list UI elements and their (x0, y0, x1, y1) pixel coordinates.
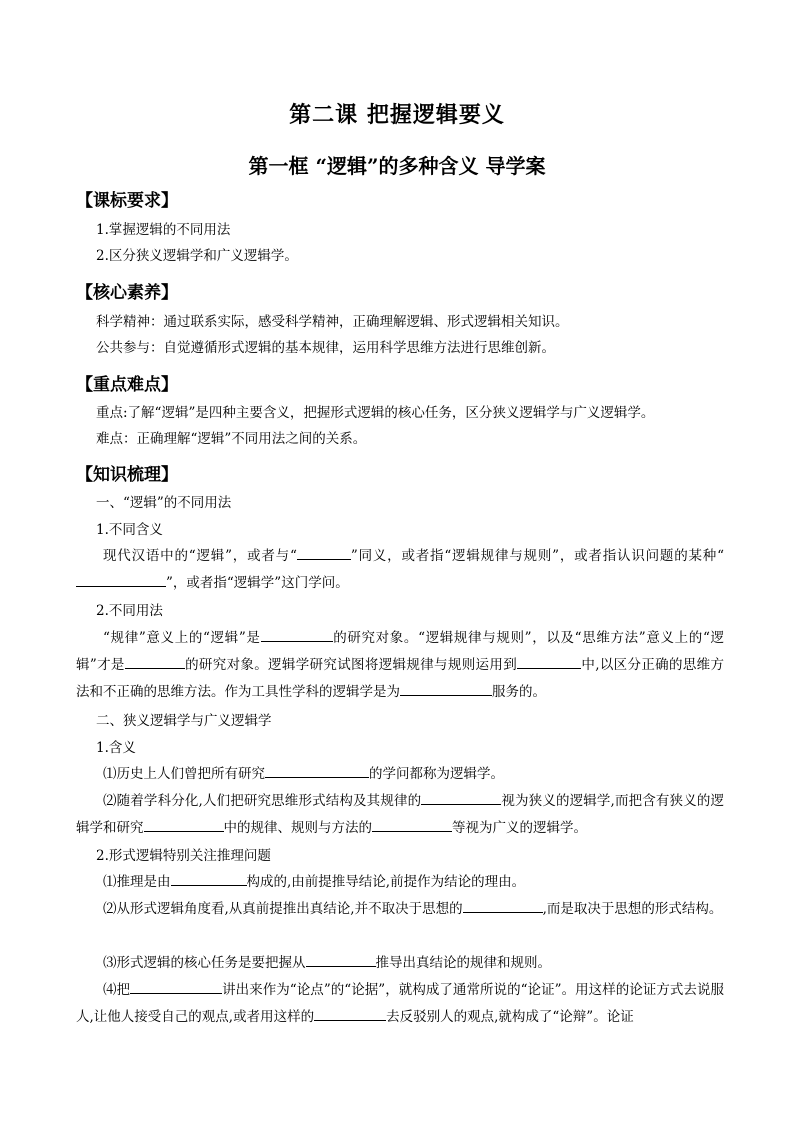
fill-blank[interactable] (265, 763, 369, 778)
part1-paragraph2 (76, 625, 724, 706)
text-segment: 的研究对象。逻辑学研究试图将逻辑规律与规则运用到 (184, 657, 518, 673)
text-segment: 讲出来作为“论点”的“论据”，就构成了通常所说的“论证”。用这样的论证方式去说服人,让他人接受自己的观点,或者用这样的 (76, 982, 724, 1025)
text-segment: ”，或者指“逻辑学”这门学问。 (166, 575, 349, 591)
part2-paragraph4 (76, 896, 724, 923)
text-segment: ”同义，或者指“逻辑规律与规则”，或者指认识问题的某种“ (350, 548, 724, 564)
key-point-item: 难点：正确理解“逻辑”不同用法之间的关系。 (96, 431, 367, 447)
fill-blank[interactable] (171, 871, 247, 886)
fill-blank[interactable] (261, 627, 333, 642)
fill-blank[interactable] (314, 1006, 386, 1021)
fill-blank[interactable] (306, 952, 376, 967)
part2-paragraph5 (76, 950, 724, 977)
text-segment: ,而是取决于思想的形式结构。 (542, 901, 723, 917)
part2-title: 二、狭义逻辑学与广义逻辑学 (96, 713, 272, 729)
text-segment: ⑴历史上人们曾把所有研究 (103, 766, 265, 782)
section-subtitle: 第一框 “逻辑”的多种含义 导学案 (248, 154, 546, 178)
text-segment: 中的规律、规则与方法的 (223, 820, 372, 836)
fill-blank[interactable] (517, 654, 581, 669)
part1-paragraph1 (76, 543, 724, 597)
text-segment: 去反驳别人的观点,就构成了“论辩”。论证 (386, 1009, 634, 1025)
part1-title: 一、“逻辑”的不同用法 (96, 495, 232, 511)
standards-item: 1.掌握逻辑的不同用法 (96, 222, 231, 238)
part1-sub2: 2.不同用法 (96, 603, 163, 619)
literacy-item: 科学精神：通过联系实际，感受科学精神，正确理解逻辑、形式逻辑相关知识。 (96, 314, 569, 330)
fill-blank[interactable] (144, 817, 224, 832)
fill-blank[interactable] (125, 654, 185, 669)
lesson-title: 第二课 把握逻辑要义 (289, 102, 505, 128)
fill-blank[interactable] (76, 572, 166, 587)
text-segment: 中,以区分正确的思维方法和不正确的思维方法。作为工具性学科的逻辑学是为 (76, 657, 724, 700)
fill-blank[interactable] (372, 817, 452, 832)
text-segment: ⑷把 (103, 982, 131, 998)
fill-blank[interactable] (130, 979, 222, 994)
fill-blank[interactable] (400, 681, 492, 696)
part2-paragraph1 (76, 761, 724, 788)
part2-paragraph2 (76, 788, 724, 842)
text-segment: 现代汉语中的“逻辑”，或者与“ (103, 548, 297, 564)
text-segment: 的研究对象。“逻辑规律与规则”，以及“思维方法”意义上的“逻辑”才是 (76, 630, 725, 673)
text-segment: 推导出真结论的规律和规则。 (375, 955, 551, 971)
text-segment: 服务的。 (492, 684, 546, 700)
key-point-item: 重点:了解“逻辑”是四种主要含义，把握形式逻辑的核心任务，区分狭义逻辑学与广义逻辑学。 (96, 405, 655, 421)
key-points-heading: 【重点难点】 (76, 375, 178, 395)
part2-paragraph3 (76, 869, 724, 896)
part1-sub1: 1.不同含义 (96, 522, 163, 538)
fill-blank[interactable] (421, 790, 501, 805)
part2-sub1: 1.含义 (96, 740, 136, 756)
text-segment: ⑵从形式逻辑角度看,从真前提推出真结论,并不取决于思想的 (103, 901, 463, 917)
part2-paragraph6 (76, 977, 724, 1031)
text-segment: ⑵随着学科分化,人们把研究思维形式结构及其规律的 (103, 793, 422, 809)
knowledge-heading: 【知识梳理】 (76, 465, 178, 485)
text-segment: ⑴推理是由 (103, 874, 171, 890)
fill-blank[interactable] (297, 545, 351, 560)
standards-heading: 【课标要求】 (76, 191, 178, 211)
literacy-item: 公共参与：自觉遵循形式逻辑的基本规律，运用科学思维方法进行思维创新。 (96, 340, 555, 356)
standards-item: 2.区分狭义逻辑学和广义逻辑学。 (96, 248, 298, 264)
part2-sub2: 2.形式逻辑特别关注推理问题 (96, 848, 271, 864)
text-segment: 等视为广义的逻辑学。 (452, 820, 587, 836)
text-segment: 视为狭义的逻辑学,而把含有狭义的逻辑学和研究 (76, 793, 724, 836)
fill-blank[interactable] (463, 898, 543, 913)
text-segment: 构成的,由前提推导结论,前提作为结论的理由。 (246, 874, 526, 890)
text-segment: 的学问都称为逻辑学。 (369, 766, 504, 782)
text-segment: “规律”意义上的“逻辑”是 (103, 630, 261, 646)
literacy-heading: 【核心素养】 (76, 283, 178, 303)
text-segment: ⑶形式逻辑的核心任务是要把握从 (103, 955, 306, 971)
